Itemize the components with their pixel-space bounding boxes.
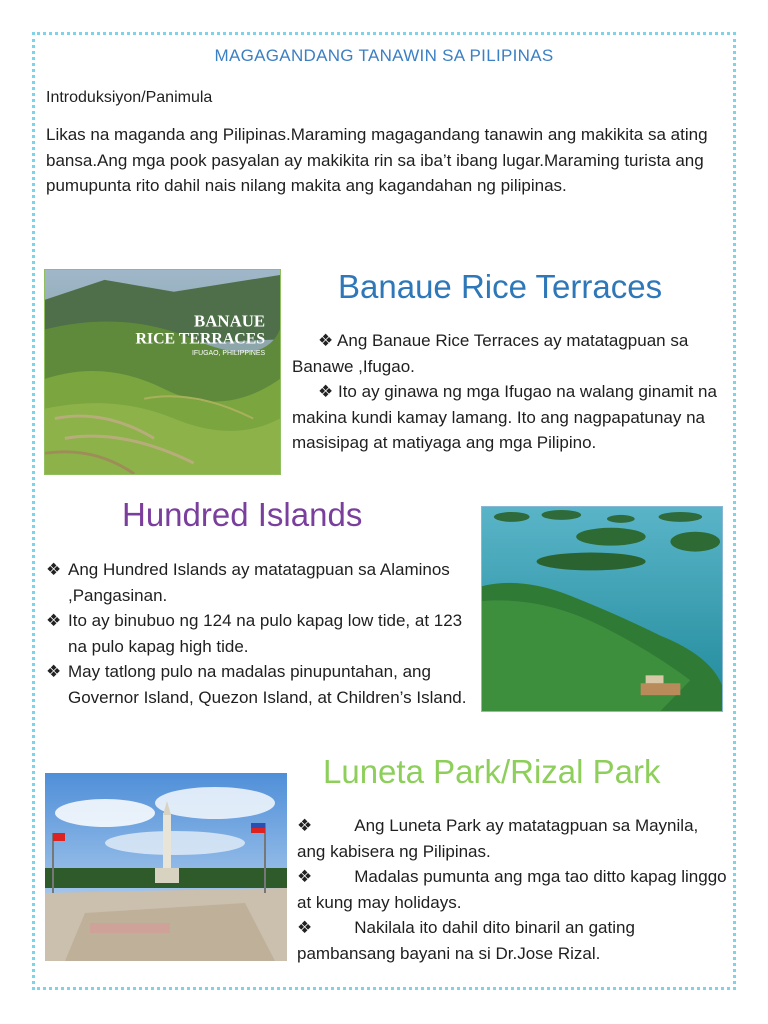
banaue-rice-terraces-photo (44, 269, 281, 475)
luneta-bullet-1: ❖ Ang Luneta Park ay matatagpuan sa Maynila, ang kabisera ng Pilipinas. (297, 816, 699, 861)
list-item: ❖ May tatlong pulo na madalas pinupuntahan, ang Governor Island, Quezon Island, at Children’s Island. (46, 659, 471, 710)
banaue-image-location: IFUGAO, PHILIPPINES (191, 350, 266, 358)
banaue-bullets (292, 328, 722, 456)
banaue-bullet-1: ❖ Ang Banaue Rice Terraces ay matatagpuan sa Banawe ,Ifugao. (292, 331, 689, 376)
bullet-icon: ❖ (46, 611, 62, 630)
hundred-islands-heading: Hundred Islands (122, 496, 363, 533)
bullet-icon: ❖ (46, 662, 62, 681)
bullet-icon: ❖ (318, 382, 334, 401)
banaue-image-subtitle: RICE TERRACES (135, 330, 266, 348)
banaue-bullet-2: ❖ Ito ay ginawa ng mga Ifugao na walang ginamit na makina kundi kamay lamang. Ito ang nagpapatunay na masisipag at matiyaga ang mga Pilipino. (292, 382, 717, 452)
banaue-heading: Banaue Rice Terraces (338, 268, 663, 305)
bullet-icon: ❖ (297, 918, 313, 937)
list-item: ❖ Ito ay binubuo ng 124 na pulo kapag low tide, at 123 na pulo kapag high tide. (46, 608, 471, 659)
banaue-image-title: BANAUE (194, 311, 266, 331)
intro-paragraph: Likas na maganda ang Pilipinas.Maraming magagandang tanawin ang makikita sa ating bansa.Ang mga pook pasyalan ay makikita rin sa iba’t ibang lugar.Maraming turista ang pumupunta rito dahil nais nilang makita ang kagandahan ng pilipinas. (46, 125, 708, 195)
luneta-bullets (297, 813, 727, 966)
bullet-icon: ❖ (297, 816, 313, 835)
luneta-heading: Luneta Park/Rizal Park (323, 753, 661, 790)
bullet-icon: ❖ (46, 560, 62, 579)
luneta-park-photo (45, 773, 287, 961)
luneta-bullet-3: ❖ Nakilala ito dahil dito binaril an gating pambansang bayani na si Dr.Jose Rizal. (297, 918, 635, 963)
list-item: ❖ Ang Hundred Islands ay matatagpuan sa Alaminos ,Pangasinan. (46, 557, 471, 608)
page-title: MAGAGANDANG TANAWIN SA PILIPINAS (214, 46, 554, 65)
hundred-islands-bullets (46, 557, 471, 710)
luneta-bullet-2: ❖ Madalas pumunta ang mga tao ditto kapag linggo at kung may holidays. (297, 867, 727, 912)
intro-heading: Introduksiyon/Panimula (46, 89, 213, 106)
hundred-islands-photo (481, 506, 723, 712)
bullet-icon: ❖ (297, 867, 313, 886)
bullet-icon: ❖ (318, 331, 334, 350)
